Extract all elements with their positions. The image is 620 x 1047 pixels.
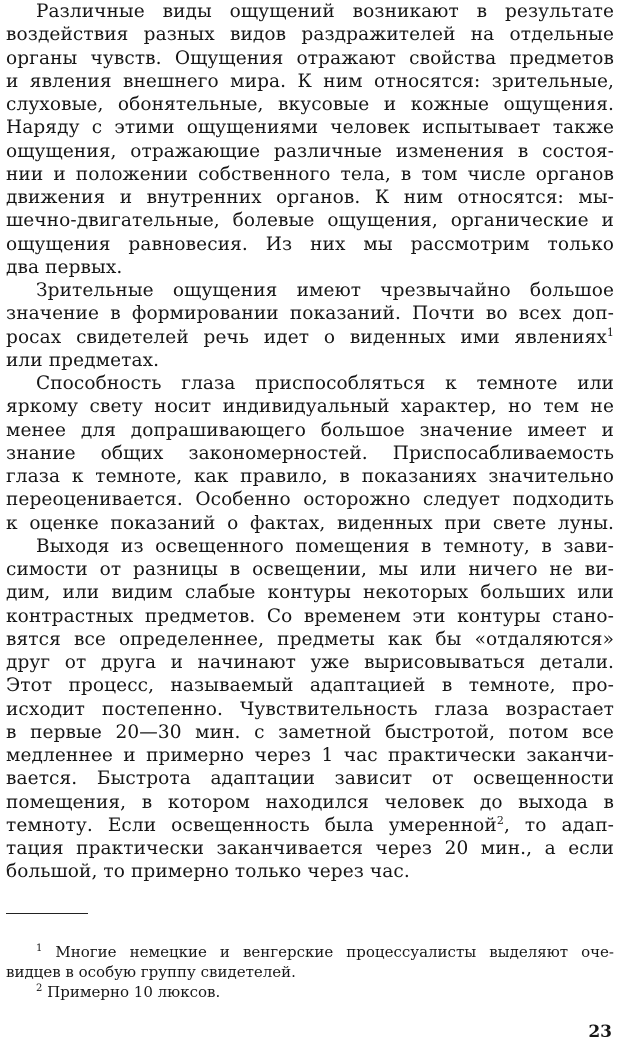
text-line: тация практически заканчивается через 20 мин., а если	[6, 838, 614, 859]
footnote-reference[interactable]: 2	[496, 813, 504, 827]
text-line: движения и внутренних органов. К ним относятся: мы-	[6, 187, 614, 208]
text-line: в первые 20—30 мин. с заметной быстротой, потом все	[6, 721, 614, 743]
text-line: шечно-двигательные, болевые ощущения, органические и	[6, 210, 614, 232]
body-text	[6, 0, 614, 884]
text-line: Выходя из освещенного помещения в темноту, в зави-	[36, 535, 614, 557]
text-line: два первых.	[6, 256, 123, 278]
text-line: знание общих закономерностей. Приспосабливаемость	[6, 442, 614, 464]
text-line: нии и положении собственного тела, в том числе органов	[6, 163, 614, 185]
text-line: большой, то примерно только через час.	[6, 861, 410, 883]
text-line	[6, 326, 614, 349]
footnote-separator	[6, 913, 88, 914]
text-line: или предметах.	[6, 349, 160, 371]
text-line: Этот процесс, называемый адаптацией в темноте, про-	[6, 675, 614, 697]
text-line: исходит постепенно. Чувствительность глаза возрастает	[6, 698, 614, 720]
footnote-mark: 1	[36, 943, 43, 954]
footnote-text: Примерно 10 люксов.	[47, 983, 221, 1001]
text-line: воздействия разных видов раздражителей на отдельные	[6, 24, 614, 46]
text-line-content: темноту. Если освещенность была умеренной	[6, 814, 497, 836]
text-line: органы чувств. Ощущения отражают свойства предметов	[6, 47, 614, 69]
text-line: дим, или видим слабые контуры некоторых больших или	[6, 582, 614, 604]
text-line: переоценивается. Особенно осторожно следует подходить	[6, 489, 614, 511]
footnote-line	[6, 942, 614, 962]
text-line: глаза к темноте, как правило, в показаниях значительно	[6, 466, 614, 487]
text-line: к оценке показаний о фактах, виденных при свете луны.	[6, 512, 614, 534]
footnote-text: Многие немецкие и венгерские процессуалисты выделяют оче-	[55, 943, 614, 961]
text-line: и явления внешнего мира. К ним относятся: зрительные,	[6, 70, 614, 92]
footnote-line	[6, 982, 614, 1002]
footnote-line: видцев в особую группу свидетелей.	[6, 963, 296, 981]
text-line: Способность глаза приспособляться к темноте или	[36, 373, 614, 394]
text-line: слуховые, обонятельные, вкусовые и кожные ощущения.	[6, 94, 614, 115]
text-line: вается. Быстрота адаптации зависит от освещенности	[6, 768, 614, 790]
text-line: яркому свету носит индивидуальный характер, но тем не	[6, 396, 614, 418]
text-line-tail: , то адап-	[503, 814, 614, 836]
text-line: Зрительные ощущения имеют чрезвычайно большое	[36, 280, 614, 301]
text-line	[6, 814, 614, 837]
text-line-content: росах свидетелей речь идет о виденных ими явлениях	[6, 326, 607, 348]
page-number: 23	[588, 1022, 612, 1042]
footnotes	[6, 942, 614, 1002]
footnote-mark: 2	[36, 983, 43, 994]
footnote-reference[interactable]: 1	[606, 325, 614, 339]
text-line: контрастных предметов. Со временем эти контуры стано-	[6, 605, 614, 627]
text-line: Различные виды ощущений возникают в результате	[36, 1, 614, 22]
text-line: ощущения, отражающие различные изменения в состоя-	[6, 140, 614, 162]
text-line: друг от друга и начинают уже вырисовываться детали.	[6, 652, 614, 673]
text-line: менее для допрашивающего большое значение имеет и	[6, 419, 614, 441]
text-line: медленнее и примерно через 1 час практически заканчи-	[6, 745, 614, 766]
text-line: Наряду с этими ощущениями человек испытывает также	[6, 117, 614, 139]
text-line: значение в формировании показаний. Почти во всех доп-	[6, 303, 614, 325]
text-line: помещения, в котором находился человек до выхода в	[6, 791, 614, 813]
text-line: ощущения равновесия. Из них мы рассмотрим только	[6, 233, 614, 255]
text-line: симости от разницы в освещении, мы или ничего не ви-	[6, 559, 614, 580]
text-line: вятся все определеннее, предметы как бы «отдаляются»	[6, 628, 614, 650]
